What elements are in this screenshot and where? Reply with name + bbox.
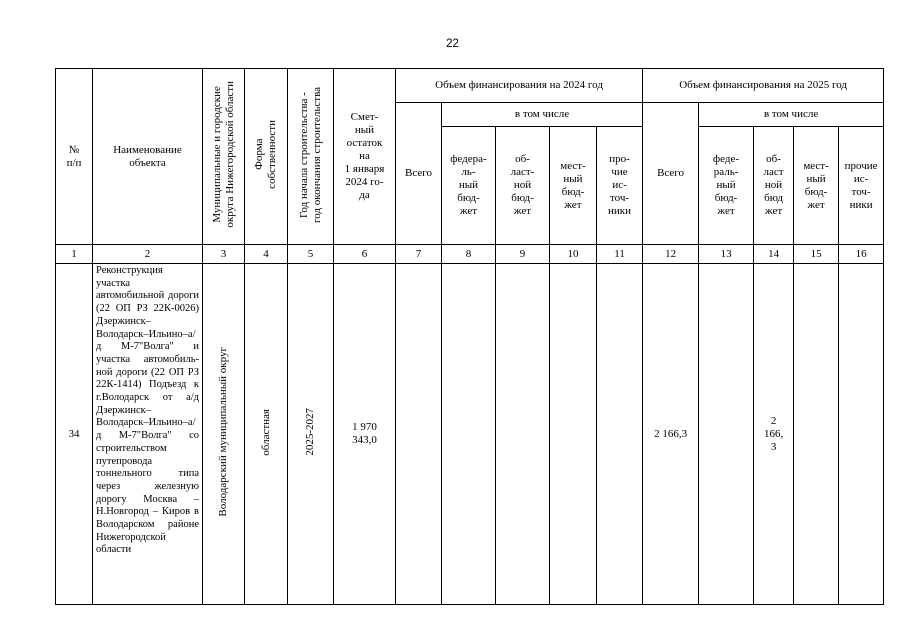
row-ownership-text: областная: [259, 408, 272, 456]
row-other-2024: [597, 264, 643, 605]
column-number: 13: [699, 245, 754, 264]
header-ownership: [245, 69, 288, 245]
header-name: Наименование объекта: [93, 69, 203, 245]
header-local-2024: мест- ный бюд- жет: [550, 127, 597, 245]
column-number: 9: [496, 245, 550, 264]
row-total-2025: 2 166,3: [643, 264, 699, 605]
header-total-2025: Всего: [643, 103, 699, 245]
header-years-text: Год начала строительства - год окончания строительства: [297, 86, 323, 223]
header-municipality-text: Муниципальные и городские округа Нижегородской области: [210, 81, 236, 228]
row-ownership: [245, 264, 288, 605]
header-ownership-text: Форма собственности: [253, 120, 278, 189]
column-number: 1: [56, 245, 93, 264]
column-number: 12: [643, 245, 699, 264]
row-federal-2025: [699, 264, 754, 605]
column-number: 6: [334, 245, 396, 264]
header-years: [288, 69, 334, 245]
row-municipality-text: Володарский муниципальный округ: [217, 347, 229, 517]
header-local-2025: мест- ный бюд- жет: [794, 127, 839, 245]
financing-table: [55, 68, 884, 605]
header-estimate: Смет- ный остаток на 1 января 2024 го- да: [334, 69, 396, 245]
row-local-2024: [550, 264, 597, 605]
column-number: 10: [550, 245, 597, 264]
header-municipality: [203, 69, 245, 245]
page-number: 22: [446, 38, 459, 50]
header-federal-2025: феде- раль- ный бюд- жет: [699, 127, 754, 245]
row-municipality: [203, 264, 245, 605]
row-object-name: Реконструкция участка автомобильной дороги (22 ОП РЗ 22К-0026) Дзержинск–Володарск–Ильино–а/д М-7"Волга" и участка автомобиль-ной дороги (22 ОП РЗ 22К-1414) Подъезд к г.Володарск от а/д Дзержинск–Володарск–Ильино–а/д М-7"Волга" со строительством путепровода тоннельного типа через железную дорогу Москва – Н.Новгород – Киров в Володарском районе Нижегородской области: [93, 264, 203, 605]
row-federal-2024: [442, 264, 496, 605]
row-estimate: 1 970 343,0: [334, 264, 396, 605]
row-num: 34: [56, 264, 93, 605]
header-regional-2025: об- ласт ной бюд жет: [754, 127, 794, 245]
header-other-2024: про- чие ис- точ- ники: [597, 127, 643, 245]
column-number: 16: [839, 245, 884, 264]
header-fin-2024: Объем финансирования на 2024 год: [396, 69, 643, 103]
row-years-text: 2025-2027: [304, 408, 316, 456]
column-number: 15: [794, 245, 839, 264]
header-including-2024: в том числе: [442, 103, 643, 127]
row-local-2025: [794, 264, 839, 605]
row-regional-2025: 2 166, 3: [754, 264, 794, 605]
header-regional-2024: об- ласт- ной бюд- жет: [496, 127, 550, 245]
column-number: 11: [597, 245, 643, 264]
column-number: 5: [288, 245, 334, 264]
column-number: 14: [754, 245, 794, 264]
header-total-2024: Всего: [396, 103, 442, 245]
column-number: 2: [93, 245, 203, 264]
column-number: 4: [245, 245, 288, 264]
column-number-row: [56, 245, 884, 264]
header-fin-2025: Объем финансирования на 2025 год: [643, 69, 884, 103]
header-including-2025: в том числе: [699, 103, 884, 127]
row-regional-2024: [496, 264, 550, 605]
table-row: [56, 264, 884, 605]
row-other-2025: [839, 264, 884, 605]
header-num: № п/п: [56, 69, 93, 245]
header-other-2025: прочие ис- точ- ники: [839, 127, 884, 245]
row-years: [288, 264, 334, 605]
column-number: 8: [442, 245, 496, 264]
column-number: 3: [203, 245, 245, 264]
header-federal-2024: федера- ль- ный бюд- жет: [442, 127, 496, 245]
column-number: 7: [396, 245, 442, 264]
row-total-2024: [396, 264, 442, 605]
